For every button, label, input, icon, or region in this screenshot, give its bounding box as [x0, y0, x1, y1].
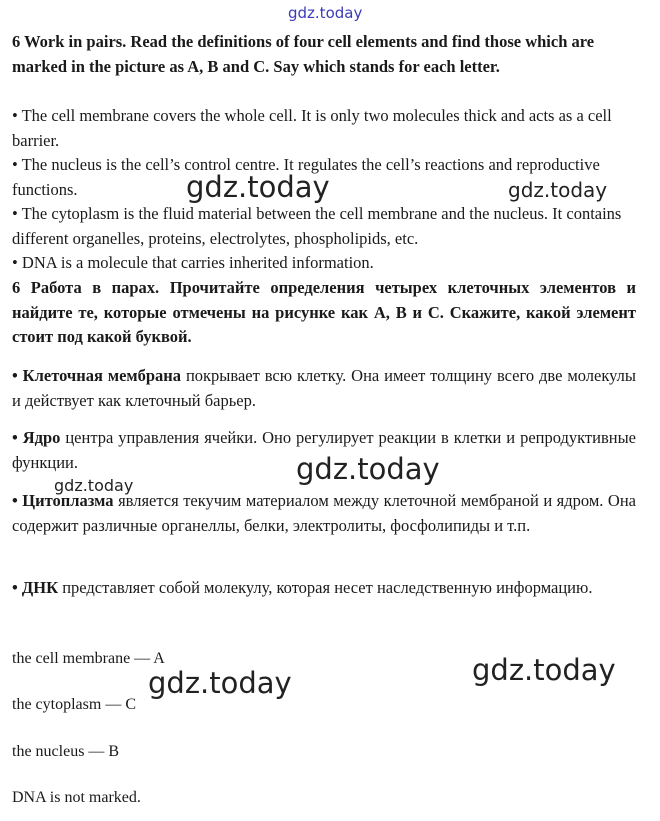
answer-cytoplasm: the cytoplasm — C — [12, 696, 136, 713]
definition-membrane-en: • The cell membrane covers the whole cell. It is only two molecules thick and acts as a cell barrier. — [12, 106, 612, 150]
answer-membrane: the cell membrane — A — [12, 650, 165, 667]
watermark-f: gdz.today — [148, 666, 292, 700]
watermark-e: gdz.today — [472, 653, 616, 687]
definition-cytoplasm-ru — [12, 489, 636, 538]
text-membrane-ru: покрывает всю клетку. Она имеет толщину всего две молекулы и действует как клеточный барьер. — [12, 366, 636, 410]
text-dna-ru: представляет собой молекулу, которая несет наследственную информацию. — [58, 578, 593, 597]
definition-dna-en: • DNA is a molecule that carries inherited information. — [12, 253, 374, 272]
term-nucleus-ru: • Ядро — [12, 428, 61, 447]
answer-nucleus: the nucleus — B — [12, 743, 120, 760]
watermark-b: gdz.today — [508, 178, 608, 202]
text-nucleus-ru: центра управления ячейки. Оно регулирует реакции в клетки и репродуктивные функции. — [12, 428, 637, 472]
task-heading-ru: 6 Работа в парах. Прочитайте определения четырех клеточных элементов и найдите те, которые отмечены на рисунке как А, В и С. Скажите, какой элемент стоит под какой буквой. — [12, 278, 636, 346]
term-dna-ru: • ДНК — [12, 578, 59, 597]
term-cytoplasm-ru: • Цитоплазма — [12, 491, 114, 510]
answer-dna: DNA is not marked. — [12, 789, 141, 806]
text-cytoplasm-ru: является текучим материалом между клеточной мембраной и ядром. Она содержит различные органеллы, белки, электролиты, фосфолипиды и т.п. — [12, 491, 636, 535]
term-membrane-ru: • Клеточная мембрана — [12, 366, 182, 385]
task-heading-en: 6 Work in pairs. Read the definitions of four cell elements and find those which are marked in the picture as A, B and C. Say which stands for each letter. — [12, 32, 595, 76]
definition-nucleus-en: • The nucleus is the cell’s control centre. It regulates the cell’s reactions and reproductive functions. — [12, 155, 600, 199]
definition-cytoplasm-en: • The cytoplasm is the fluid material between the cell membrane and the nucleus. It contains different organelles, proteins, electrolytes, phospholipids, etc. — [12, 204, 622, 248]
watermark-a: gdz.today — [186, 170, 330, 204]
watermark-d: gdz.today — [54, 476, 134, 495]
definition-membrane-ru — [12, 364, 636, 413]
watermark-c: gdz.today — [296, 452, 440, 486]
watermark-top: gdz.today — [288, 4, 363, 22]
definition-dna-ru — [12, 576, 636, 601]
